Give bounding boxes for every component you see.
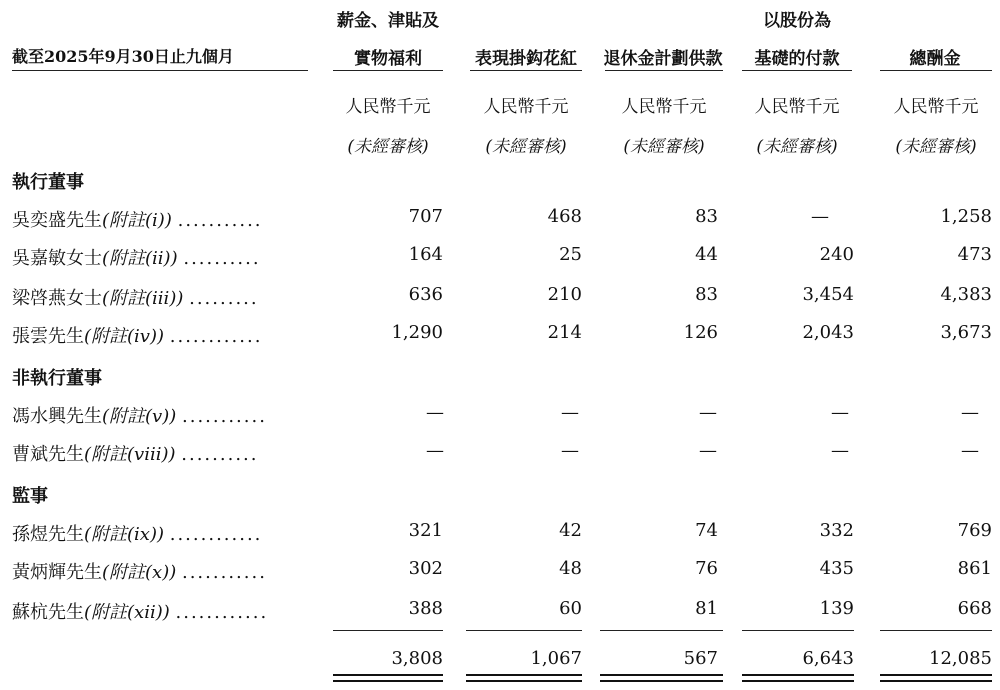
- leader-dots: ...........: [177, 210, 263, 231]
- note-ref: (附註(ix)): [84, 524, 164, 545]
- cell-share-based: 2,043: [802, 322, 854, 343]
- col-audit-1: (未經審核): [347, 137, 429, 157]
- col-header-1: 實物福利: [354, 49, 422, 69]
- col-header-3-rule: [605, 70, 723, 71]
- cell-salary: 321: [408, 520, 443, 541]
- cell-share-based: 240: [819, 244, 854, 265]
- cell-salary: —: [426, 402, 444, 423]
- double-rule-2a: [466, 674, 582, 678]
- col-audit-5: (未經審核): [895, 137, 977, 157]
- cell-share-based: —: [811, 206, 829, 227]
- cell-salary: 636: [408, 284, 443, 305]
- cell-total: 769: [957, 520, 992, 541]
- row-label: [12, 402, 267, 428]
- period-rule: [12, 70, 308, 71]
- table-row: [0, 440, 1000, 470]
- cell-pension: 81: [695, 598, 718, 619]
- leader-dots: ..........: [183, 248, 261, 269]
- cell-bonus: 42: [559, 520, 582, 541]
- note-ref: (附註(xii)): [84, 602, 170, 623]
- col-header-5: 總酬金: [909, 49, 961, 69]
- col-header-4-top: 以股份為: [763, 11, 831, 31]
- cell-share-based: 3,454: [802, 284, 854, 305]
- note-ref: (附註(x)): [102, 562, 177, 583]
- table-row: [0, 284, 1000, 314]
- note-ref: (附註(iii)): [102, 288, 184, 309]
- col-header-2-rule: [470, 70, 582, 71]
- cell-bonus: 60: [559, 598, 582, 619]
- row-label: [12, 284, 259, 310]
- section-title-executive: 執行董事: [12, 172, 84, 193]
- cell-pension: 126: [683, 322, 718, 343]
- table-row: [0, 520, 1000, 550]
- row-label: [12, 322, 262, 348]
- total-pension: 567: [683, 648, 718, 669]
- director-name: 蘇杭先生: [12, 602, 84, 623]
- director-name: 吳嘉敏女士: [12, 248, 102, 269]
- total-share-based: 6,643: [802, 648, 854, 669]
- director-name: 梁啓燕女士: [12, 288, 102, 309]
- row-label: [12, 440, 258, 466]
- leader-dots: ..........: [181, 444, 259, 465]
- sum-rule-2: [466, 630, 582, 631]
- sum-rule-4: [742, 630, 854, 631]
- double-rule-3a: [600, 674, 723, 678]
- note-ref: (附註(viii)): [84, 444, 176, 465]
- cell-share-based: —: [831, 402, 849, 423]
- cell-pension: 76: [695, 558, 718, 579]
- cell-salary: 164: [408, 244, 443, 265]
- col-header-4-rule: [742, 70, 852, 71]
- total-bonus: 1,067: [530, 648, 582, 669]
- row-label: [12, 520, 262, 546]
- table-row: [0, 598, 1000, 628]
- cell-pension: 44: [695, 244, 718, 265]
- col-currency-4: 人民幣千元: [754, 97, 840, 117]
- col-header-1-top: 薪金、津貼及: [337, 11, 439, 31]
- cell-share-based: 139: [819, 598, 854, 619]
- director-name: 黃炳輝先生: [12, 562, 102, 583]
- cell-share-based: 332: [819, 520, 854, 541]
- table-row: [0, 206, 1000, 236]
- cell-total: 1,258: [940, 206, 992, 227]
- col-currency-5: 人民幣千元: [893, 97, 979, 117]
- leader-dots: ...........: [182, 406, 267, 427]
- col-audit-3: (未經審核): [623, 137, 705, 157]
- cell-total: 668: [957, 598, 992, 619]
- cell-total: 3,673: [940, 322, 992, 343]
- note-ref: (附註(ii)): [102, 248, 178, 269]
- leader-dots: .........: [189, 288, 259, 309]
- sum-rule-1: [333, 630, 443, 631]
- cell-salary: 1,290: [391, 322, 443, 343]
- col-header-5-rule: [880, 70, 992, 71]
- double-rule-2b: [466, 680, 582, 684]
- col-currency-1: 人民幣千元: [345, 97, 431, 117]
- col-audit-4: (未經審核): [756, 137, 838, 157]
- cell-salary: 302: [408, 558, 443, 579]
- director-name: 孫煜先生: [12, 524, 84, 545]
- double-rule-1b: [333, 680, 443, 684]
- double-rule-5b: [880, 680, 992, 684]
- double-rule-5a: [880, 674, 992, 678]
- col-header-1-rule: [333, 70, 443, 71]
- cell-bonus: —: [561, 402, 579, 423]
- cell-salary: 388: [408, 598, 443, 619]
- director-name: 曹斌先生: [12, 444, 84, 465]
- total-overall: 12,085: [929, 648, 992, 669]
- leader-dots: ............: [169, 326, 263, 347]
- director-name: 吳奕盛先生: [12, 210, 102, 231]
- cell-share-based: 435: [819, 558, 854, 579]
- cell-bonus: 468: [547, 206, 582, 227]
- cell-bonus: 214: [547, 322, 582, 343]
- cell-salary: 707: [408, 206, 443, 227]
- row-label: [12, 206, 263, 232]
- col-header-3: 退休金計劃供款: [603, 49, 723, 69]
- col-currency-3: 人民幣千元: [621, 97, 707, 117]
- leader-dots: ............: [169, 524, 263, 545]
- cell-pension: —: [699, 402, 717, 423]
- table-row: [0, 322, 1000, 352]
- table-row: [0, 558, 1000, 588]
- section-title-supervisors: 監事: [12, 486, 48, 507]
- row-label: [12, 558, 267, 584]
- cell-salary: —: [426, 440, 444, 461]
- leader-dots: ............: [175, 602, 269, 623]
- double-rule-3b: [600, 680, 723, 684]
- double-rule-4b: [742, 680, 854, 684]
- cell-bonus: 25: [559, 244, 582, 265]
- sum-rule-3: [600, 630, 723, 631]
- cell-bonus: 48: [559, 558, 582, 579]
- cell-share-based: —: [831, 440, 849, 461]
- row-label: [12, 598, 268, 624]
- total-salary: 3,808: [391, 648, 443, 669]
- cell-pension: 83: [695, 284, 718, 305]
- section-title-non-executive: 非執行董事: [12, 368, 102, 389]
- sum-rule-5: [880, 630, 992, 631]
- cell-bonus: —: [561, 440, 579, 461]
- cell-total: 473: [957, 244, 992, 265]
- note-ref: (附註(iv)): [84, 326, 165, 347]
- cell-total: —: [961, 440, 979, 461]
- cell-pension: 83: [695, 206, 718, 227]
- cell-total: 4,383: [940, 284, 992, 305]
- col-audit-2: (未經審核): [485, 137, 567, 157]
- director-name: 馮水興先生: [12, 406, 102, 427]
- director-name: 張雲先生: [12, 326, 84, 347]
- note-ref: (附註(v)): [102, 406, 177, 427]
- table-row: [0, 244, 1000, 274]
- cell-pension: —: [699, 440, 717, 461]
- double-rule-4a: [742, 674, 854, 678]
- cell-bonus: 210: [547, 284, 582, 305]
- cell-total: —: [961, 402, 979, 423]
- col-header-4: 基礎的付款: [754, 49, 840, 69]
- table-row: [0, 402, 1000, 432]
- col-header-2: 表現掛鈎花紅: [475, 49, 577, 69]
- col-currency-2: 人民幣千元: [483, 97, 569, 117]
- note-ref: (附註(i)): [102, 210, 172, 231]
- cell-total: 861: [957, 558, 992, 579]
- row-label: [12, 244, 261, 270]
- cell-pension: 74: [695, 520, 718, 541]
- period-label: 截至2025年9月30日止九個月: [12, 47, 234, 66]
- leader-dots: ...........: [181, 562, 267, 583]
- double-rule-1a: [333, 674, 443, 678]
